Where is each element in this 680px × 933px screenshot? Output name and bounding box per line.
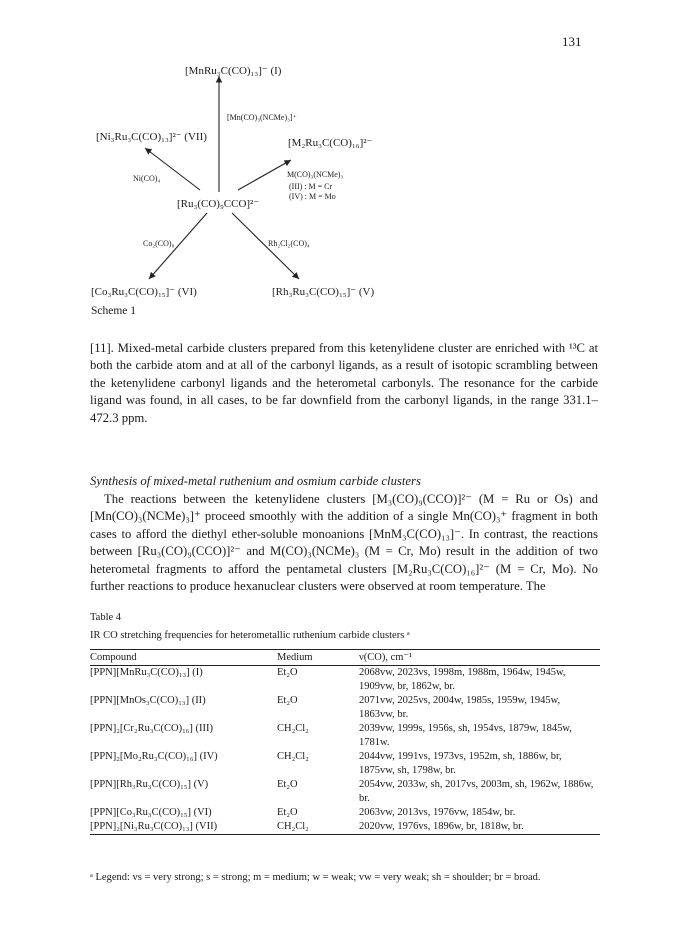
table-title: IR CO stretching frequencies for heterometallic ruthenium carbide clusters ᵃ <box>90 630 410 641</box>
cell-frequency: 2071vw, 2025vs, 2004w, 1985s, 1959w, 1945w, 1863vw, br. <box>359 695 561 720</box>
reagent-m: M(CO)₃(NCMe)₃ <box>287 170 344 179</box>
table-footnote: ᵃ Legend: vs = very strong; s = strong; m = medium; w = weak; vw = very weak; sh = shoulder; br = broad. <box>90 872 541 883</box>
table-row <box>90 694 600 722</box>
cell-frequency: 2068vw, 2023vs, 1998m, 1988m, 1964w, 1945w, 1909vw, br, 1862w, br. <box>359 667 566 692</box>
col-header-compound: Compound <box>90 651 137 663</box>
table-row <box>90 666 600 695</box>
reagent-co: Co₂(CO)₈ <box>143 239 175 248</box>
scheme-product-rh: [Rh₃Ru₃C(CO)₁₅]⁻ (V) <box>272 286 375 298</box>
reagent-m-iv: (IV) : M = Mo <box>289 192 336 201</box>
table-row <box>90 778 600 806</box>
cell-compound: [PPN][MnOs₃C(CO)₁₃] (II) <box>90 695 206 706</box>
page-number: 131 <box>562 34 582 49</box>
cell-medium: CH₂Cl₂ <box>277 751 309 762</box>
cell-compound: [PPN]₂[Mo₂Ru₃C(CO)₁₆] (IV) <box>90 751 218 762</box>
scheme-product-ni: [Ni₃Ru₃C(CO)₁₃]²⁻ (VII) <box>96 131 207 143</box>
scheme-ketenylidene: [Ru₃(CO)₉CCO]²⁻ <box>177 198 260 210</box>
reagent-ni: Ni(CO)₄ <box>133 174 161 183</box>
reaction-scheme <box>0 0 680 320</box>
arrow-to-ni <box>145 148 200 190</box>
cell-frequency: 2054vw, 2033w, sh, 2017vs, 2003m, sh, 1962w, 1886w, br. <box>359 779 594 804</box>
cell-medium: CH₂Cl₂ <box>277 723 309 734</box>
col-header-medium: Medium <box>277 651 313 663</box>
arrow-to-m2 <box>238 160 291 190</box>
reagent-mn: [Mn(CO)₃(NCMe)₃]⁺ <box>227 113 297 122</box>
cell-frequency: 2063vw, 2013vs, 1976vw, 1854w, br. <box>359 807 516 818</box>
scheme-product-mn: [MnRu₃C(CO)₁₃]⁻ (I) <box>185 65 282 77</box>
scheme-caption: Scheme 1 <box>91 305 137 317</box>
cell-compound: [PPN]₂[Ni₃Ru₃C(CO)₁₃] (VII) <box>90 821 218 832</box>
cell-medium: Et₂O <box>277 667 298 678</box>
cell-medium: CH₂Cl₂ <box>277 821 309 832</box>
table-row <box>90 820 600 835</box>
scheme-product-co: [Co₃Ru₃C(CO)₁₅]⁻ (VI) <box>91 286 197 298</box>
table-row <box>90 722 600 750</box>
cell-frequency: 2044vw, 1991vs, 1973vs, 1952m, sh, 1886w, br, 1875vw, sh, 1798w, br. <box>359 751 562 776</box>
cell-frequency: 2020vw, 1976vs, 1896w, br, 1818w, br. <box>359 821 524 832</box>
col-header-frequency: ν(CO), cm⁻¹ <box>359 652 413 663</box>
cell-compound: [PPN]₂[Cr₂Ru₃C(CO)₁₆] (III) <box>90 723 213 734</box>
table-label: Table 4 <box>90 612 122 623</box>
table-row <box>90 750 600 778</box>
cell-medium: Et₂O <box>277 695 298 706</box>
scheme-arrows <box>0 0 680 320</box>
paragraph-1-text: [11]. Mixed-metal carbide clusters prepared from this ketenylidene cluster are enriched with ¹³C at both the carbide atom and at all of the carbonyl ligands, as a result of isotopic scrambling between the ketenylidene carbonyl ligands and the heterometal carbonyls. The resonance for the carbide ligand was found, in all cases, to be far downfield from the carbonyl ligands, in the range 331.1–472.3 ppm. <box>90 341 598 425</box>
cell-compound: [PPN][MnRu₃C(CO)₁₃] (I) <box>90 667 203 678</box>
cell-compound: [PPN][Co₃Ru₃C(CO)₁₅] (VI) <box>90 807 212 818</box>
paragraph-2 <box>90 491 598 595</box>
cell-medium: Et₂O <box>277 807 298 818</box>
scheme-product-m2: [M₂Ru₃C(CO)₁₆]²⁻ <box>288 137 373 149</box>
reagent-m-iii: (III) : M = Cr <box>289 182 333 191</box>
cell-compound: [PPN][Rh₃Ru₃C(CO)₁₅] (V) <box>90 779 209 790</box>
section-heading: Synthesis of mixed-metal ruthenium and osmium carbide clusters <box>90 474 421 488</box>
paragraph-1 <box>90 340 598 427</box>
reagent-rh: Rh₂Cl₂(CO)₄ <box>268 239 310 248</box>
cell-medium: Et₂O <box>277 779 298 790</box>
table-row <box>90 806 600 820</box>
ir-table <box>90 649 600 835</box>
cell-frequency: 2039vw, 1999s, 1956s, sh, 1954vs, 1879w, 1845w, 1781w. <box>359 723 572 748</box>
paragraph-2-text: The reactions between the ketenylidene clusters [M₃(CO)₉(CCO)]²⁻ (M = Ru or Os) and [Mn(CO)₃(NCMe)₃]⁺ proceed smoothly with the addition of a single Mn(CO)₃⁺ fragment in both cases to afford the diethyl ether-soluble monoanions [MnM₃C(CO)₁₃]⁻. In contrast, the reactions between [Ru₃(CO)₉(CCO)]²⁻ and M(CO)₃(NCMe)₃ (M = Cr, Mo) result in the addition of two heterometal fragments to afford the pentametal clusters [M₂Ru₃C(CO)₁₆]²⁻ (M = Cr, Mo). No further reactions to produce hexanuclear clusters were observed at room temperature. The <box>90 492 598 594</box>
